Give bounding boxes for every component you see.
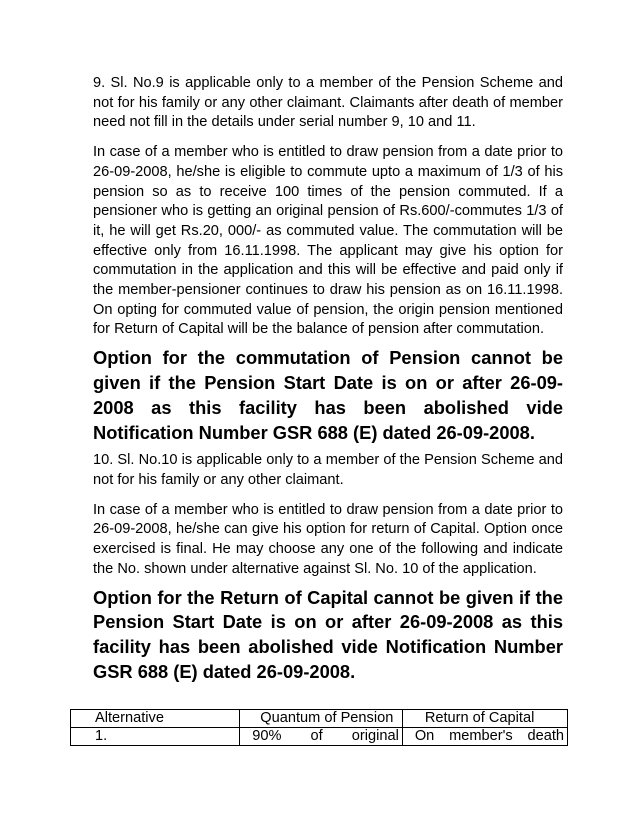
alternatives-table (70, 709, 568, 746)
paragraph-commutation-details: In case of a member who is entitled to draw pension from a date prior to 26-09-2008, he/she is eligible to commute upto a maximum of 1/3 of his pension so as to receive 100 times of the pension commuted. If a pensioner who is getting an original pension of Rs.600/-commutes 1/3 of it, he will get Rs.20, 000/- as commuted value. The commutation will be effective only from 16.11.1998. The applicant may give his option for commutation in the application and this will be effective and paid only if the member-pensioner continues to draw his pension as on 16.11.1998. On opting for commuted value of pension, the origin pension mentioned for Return of Capital will be the balance of pension after commutation. (93, 144, 563, 338)
paragraph-sl-no-10: 10. Sl. No.10 is applicable only to a member of the Pension Scheme and not for his family or any other claimant. (93, 452, 563, 489)
document-body (93, 74, 563, 685)
header-return-of-capital: Return of Capital (402, 710, 567, 728)
table-header-row (71, 710, 568, 728)
cell-alternative: 1. (71, 728, 240, 746)
notice-return-of-capital-abolished: Option for the Return of Capital cannot be given if the Pension Start Date is on or after 26-09-2008 as this facility has been abolished vide Notification Number GSR 688 (E) dated 26-09-2008. (93, 586, 563, 682)
cell-quantum: 90% of original (240, 728, 403, 746)
cell-return: On member's death (402, 728, 567, 746)
header-alternative: Alternative (71, 710, 240, 728)
table-row (71, 728, 568, 746)
paragraph-return-of-capital: In case of a member who is entitled to draw pension from a date prior to 26-09-2008, he/she can give his option for return of Capital. Option once exercised is final. He may choose any one of the following and indicate the No. shown under alternative against Sl. No. 10 of the application. (93, 501, 563, 577)
paragraph-sl-no-9: 9. Sl. No.9 is applicable only to a member of the Pension Scheme and not for his family or any other claimant. Claimants after death of member need not fill in the details under serial number 9, 10 and 11. (93, 75, 563, 131)
notice-commutation-abolished: Option for the commutation of Pension cannot be given if the Pension Start Date is on or after 26-09-2008 as this facility has been abolished vide Notification Number GSR 688 (E) dated 26-09-2008. (93, 347, 563, 443)
header-quantum-of-pension: Quantum of Pension (240, 710, 403, 728)
